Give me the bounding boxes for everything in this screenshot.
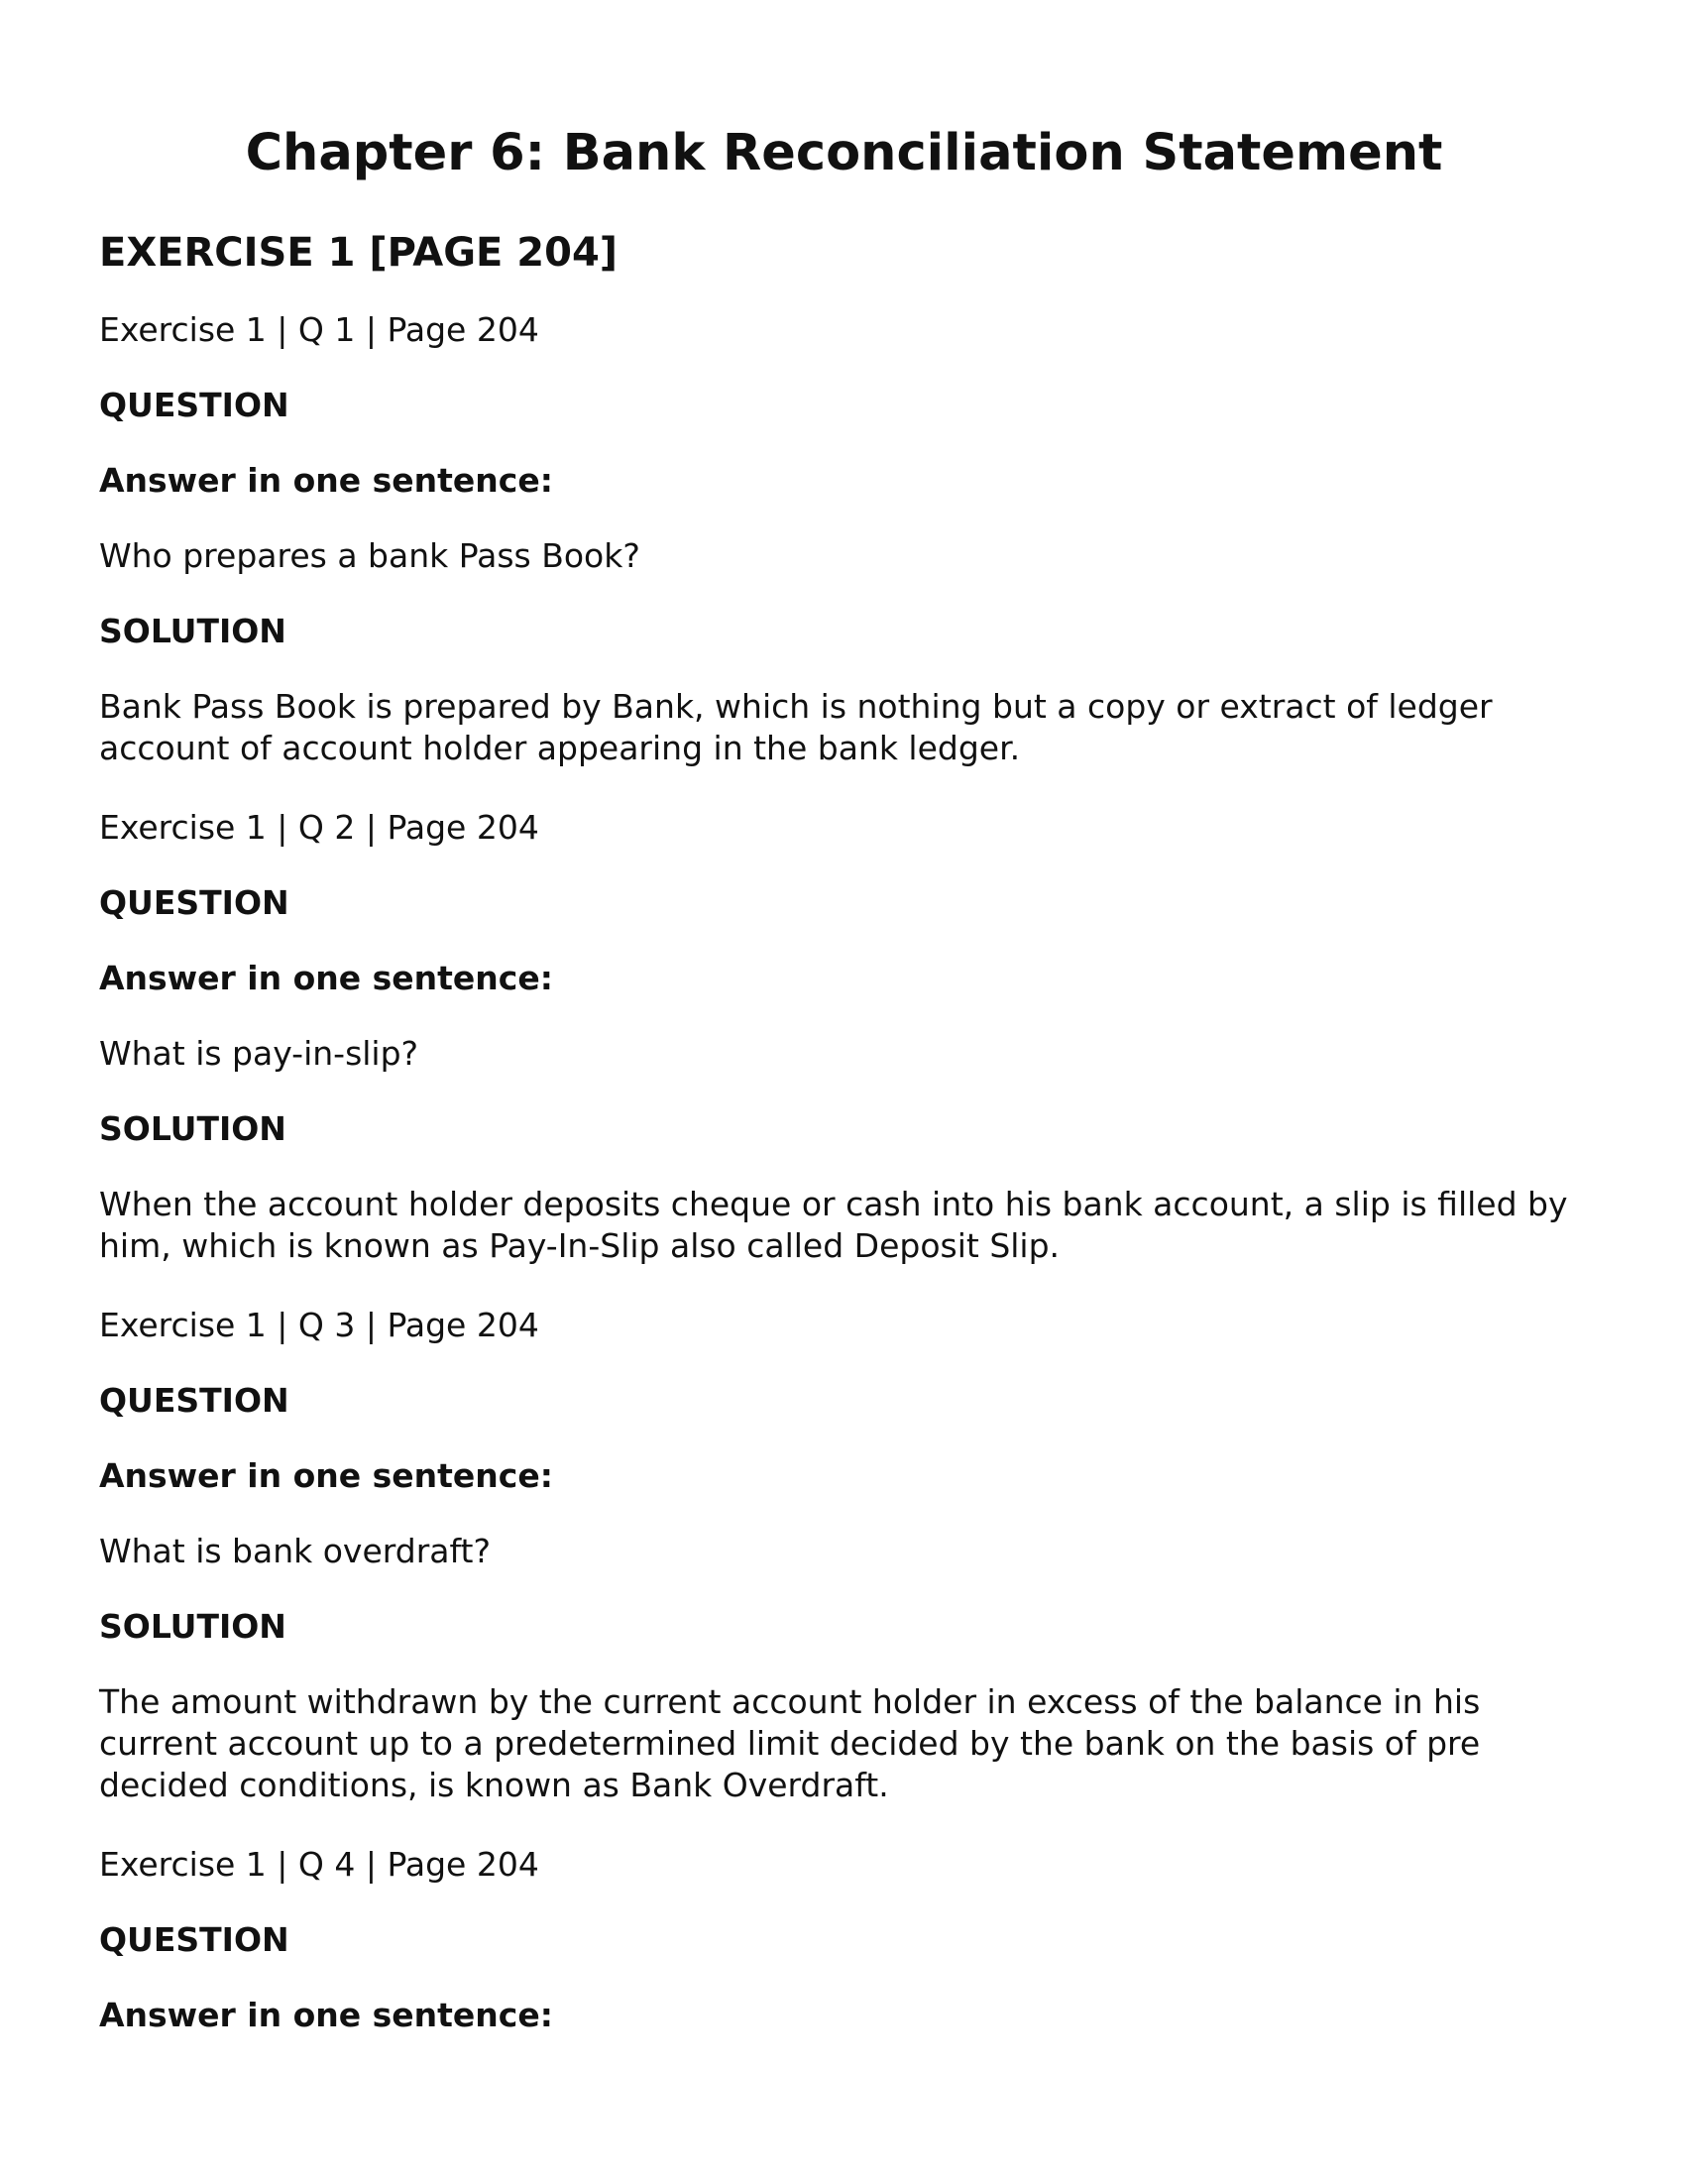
question-block-1 [99, 309, 1596, 769]
question-instruction: Answer in one sentence: [99, 1456, 553, 1495]
solution-label: SOLUTION [99, 612, 286, 650]
chapter-title: Chapter 6: Bank Reconciliation Statement [245, 124, 1443, 182]
question-block-4 [99, 1844, 1596, 2036]
question-text: What is bank overdraft? [99, 1532, 491, 1570]
question-instruction: Answer in one sentence: [99, 959, 553, 997]
question-instruction: Answer in one sentence: [99, 461, 553, 500]
question-reference: Exercise 1 | Q 1 | Page 204 [99, 310, 539, 349]
solution-text: When the account holder deposits cheque or cash into his bank account, a slip is filled by him, which is known as Pay-In-Slip also called Deposit Slip. [99, 1185, 1568, 1265]
question-label: QUESTION [99, 883, 289, 922]
solution-text: The amount withdrawn by the current account holder in excess of the balance in his current account up to a predetermined limit decided by the bank on the basis of pre decided conditions, is known as Bank Overdraft. [99, 1682, 1481, 1804]
question-text: What is pay-in-slip? [99, 1034, 419, 1073]
question-label: QUESTION [99, 1381, 289, 1420]
question-block-2 [99, 807, 1596, 1267]
question-instruction: Answer in one sentence: [99, 1996, 553, 2034]
question-block-3 [99, 1305, 1596, 1806]
solution-text: Bank Pass Book is prepared by Bank, which is nothing but a copy or extract of ledger account of account holder appearing in the bank ledger. [99, 687, 1493, 767]
exercise-heading: EXERCISE 1 [PAGE 204] [99, 230, 619, 276]
question-reference: Exercise 1 | Q 4 | Page 204 [99, 1845, 539, 1884]
question-label: QUESTION [99, 386, 289, 424]
solution-label: SOLUTION [99, 1607, 286, 1646]
question-list [99, 309, 1596, 2070]
question-label: QUESTION [99, 1920, 289, 1959]
question-text: Who prepares a bank Pass Book? [99, 536, 640, 575]
question-reference: Exercise 1 | Q 3 | Page 204 [99, 1306, 539, 1344]
solution-label: SOLUTION [99, 1109, 286, 1148]
question-reference: Exercise 1 | Q 2 | Page 204 [99, 808, 539, 847]
